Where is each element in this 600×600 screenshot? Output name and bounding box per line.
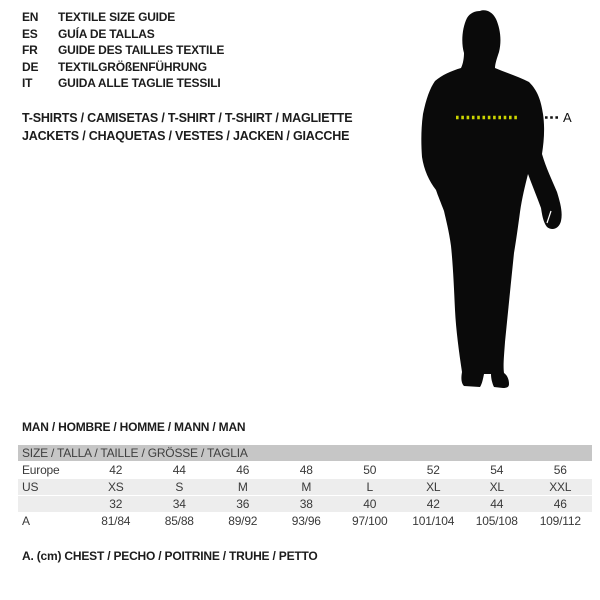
section-title-man: MAN / HOMBRE / HOMME / MANN / MAN: [22, 420, 246, 434]
language-row: [22, 59, 224, 76]
size-cell: 34: [172, 497, 186, 511]
size-cell: 81/84: [101, 514, 131, 528]
language-code: EN: [22, 10, 39, 24]
language-title: GUIDE DES TAILLES TEXTILE: [58, 43, 225, 58]
measure-label-a: A: [563, 110, 572, 125]
size-cell: L: [366, 480, 373, 494]
size-cell: 56: [553, 463, 567, 477]
language-code: IT: [22, 76, 33, 91]
size-cell: 101/104: [412, 514, 455, 528]
size-cell: 42: [426, 497, 440, 511]
size-cell: 44: [172, 463, 186, 477]
size-cell: 109/112: [539, 514, 581, 528]
row-label: US: [22, 480, 39, 494]
table-row: [18, 462, 592, 479]
row-label: A: [22, 514, 30, 528]
size-cell: M: [237, 480, 248, 494]
size-cell: 97/100: [351, 514, 388, 528]
size-cell: 42: [109, 463, 123, 477]
size-table-header: SIZE / TALLA / TAILLE / GRÖSSE / TAGLIA: [18, 445, 592, 462]
language-row: [22, 26, 224, 43]
table-row: [18, 496, 592, 513]
table-row: [18, 513, 592, 530]
row-label: [18, 496, 84, 512]
size-cell: 46: [236, 463, 250, 477]
size-cell: 93/96: [291, 514, 321, 528]
row-label: Europe: [22, 463, 60, 477]
language-code: FR: [22, 43, 38, 58]
language-code: ES: [22, 26, 38, 41]
language-row: [22, 75, 224, 92]
language-title: TEXTILE SIZE GUIDE: [58, 10, 176, 24]
language-title: TEXTILGRÖßENFÜHRUNG: [58, 59, 207, 74]
size-cell: 54: [490, 463, 504, 477]
size-table-body: [18, 462, 592, 530]
size-cell: 36: [236, 497, 250, 511]
size-cell: 40: [363, 497, 377, 511]
language-row: [22, 42, 224, 59]
size-cell: 52: [426, 463, 440, 477]
footnote-chest: A. (cm) CHEST / PECHO / POITRINE / TRUHE / PETTO: [22, 549, 318, 563]
category-line-jackets: JACKETS / CHAQUETAS / VESTES / JACKEN / GIACCHE: [22, 128, 350, 143]
category-list: [22, 110, 352, 145]
size-table: [18, 445, 592, 530]
language-row: [22, 9, 224, 26]
size-cell: 48: [299, 463, 313, 477]
language-title-list: [22, 9, 224, 92]
table-row: [18, 479, 592, 496]
language-title: GUÍA DE TALLAS: [58, 26, 155, 41]
size-cell: XS: [107, 480, 124, 494]
size-cell: XL: [426, 480, 441, 494]
man-silhouette: [421, 10, 561, 388]
category-line-tshirts: T-SHIRTS / CAMISETAS / T-SHIRT / T-SHIRT / MAGLIETTE: [22, 111, 353, 125]
size-cell: 46: [553, 497, 567, 511]
size-cell: 89/92: [228, 514, 258, 528]
man-silhouette-figure: [395, 0, 600, 400]
language-code: DE: [22, 59, 39, 74]
size-cell: 50: [363, 463, 377, 477]
size-cell: S: [175, 480, 184, 494]
size-cell: XL: [489, 480, 504, 494]
size-cell: 44: [490, 497, 504, 511]
size-cell: XXL: [549, 480, 572, 494]
size-cell: 38: [299, 497, 313, 511]
language-title: GUIDA ALLE TAGLIE TESSILI: [58, 76, 221, 91]
size-cell: M: [301, 480, 312, 494]
size-cell: 32: [109, 497, 123, 511]
size-cell: 85/88: [164, 514, 194, 528]
size-cell: 105/108: [475, 514, 518, 528]
